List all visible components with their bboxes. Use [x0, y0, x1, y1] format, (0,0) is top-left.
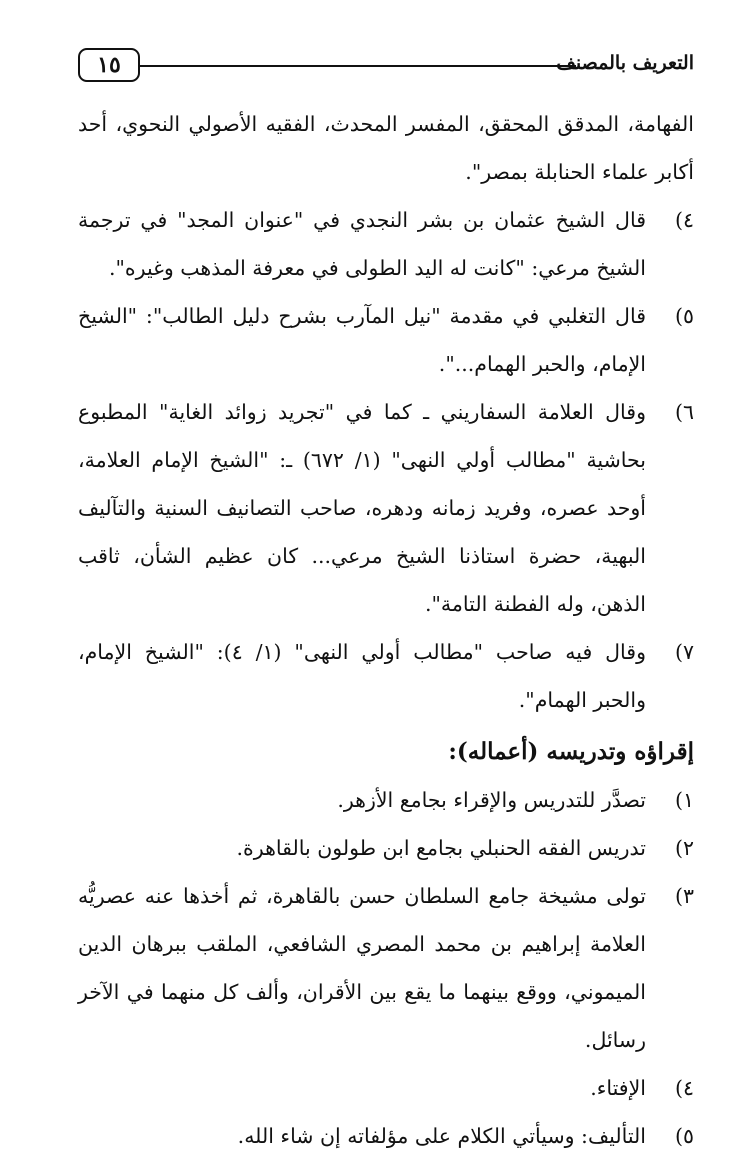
running-title: التعريف بالمصنف [556, 52, 694, 74]
item-text: قال الشيخ عثمان بن بشر النجدي في "عنوان المجد" في ترجمة الشيخ مرعي: "كانت له اليد الطولى في معرفة المذهب وغيره". [78, 208, 646, 280]
item-number: ٥) [674, 1124, 694, 1148]
list-item-quote-5 [78, 292, 694, 388]
intro-paragraph: الفهامة، المدقق المحقق، المفسر المحدث، الفقيه الأصولي النحوي، أحد أكابر علماء الحنابلة بمصر". [78, 112, 694, 184]
page-number: ١٥ [78, 48, 140, 82]
header-rule [140, 65, 576, 67]
item-number: ٥) [674, 304, 694, 328]
page-body [78, 100, 694, 1160]
item-text: وقال العلامة السفاريني ـ كما في "تجريد زوائد الغاية" المطبوع بحاشية "مطالب أولي النهى" (١/ ٦٧٢) ـ: "الشيخ الإمام العلامة، أوحد عصره، وفريد زمانه ودهره، صاحب التصانيف السنية والتآليف البهية، حضرة استاذنا الشيخ مرعي... كان عظيم الشأن، ثاقب الذهن، وله الفطنة التامة". [78, 400, 646, 616]
page-header [78, 48, 694, 86]
item-text: تولى مشيخة جامع السلطان حسن بالقاهرة، ثم أخذها عنه عصريُّه العلامة إبراهيم بن محمد المصري الشافعي، الملقب ببرهان الدين الميموني، ووقع بينهما ما يقع بين الأقران، وألف كل منهما في الآخر رسائل. [78, 884, 646, 1052]
section-heading: إقراؤه وتدريسه (أعماله): [448, 738, 694, 765]
item-text: تصدَّر للتدريس والإقراء بجامع الأزهر. [337, 788, 646, 812]
item-number: ٦) [674, 400, 694, 424]
item-number: ٤) [674, 208, 694, 232]
item-number: ٧) [674, 640, 694, 664]
list-item-work-5 [78, 1112, 694, 1160]
item-number: ٣) [674, 884, 694, 908]
list-item-work-2 [78, 824, 694, 872]
item-text: قال التغلبي في مقدمة "نيل المآرب بشرح دليل الطالب": "الشيخ الإمام، والحبر الهمام...". [78, 304, 646, 376]
item-number: ٤) [674, 1076, 694, 1100]
list-item-work-4 [78, 1064, 694, 1112]
list-item-quote-4 [78, 196, 694, 292]
item-text: تدريس الفقه الحنبلي بجامع ابن طولون بالقاهرة. [236, 836, 646, 860]
list-item-work-3 [78, 872, 694, 1064]
item-text: التأليف: وسيأتي الكلام على مؤلفاته إن شاء الله. [237, 1124, 646, 1148]
list-item-work-1 [78, 776, 694, 824]
item-number: ١) [674, 788, 694, 812]
list-item-quote-6 [78, 388, 694, 628]
list-item-quote-7 [78, 628, 694, 724]
item-number: ٢) [674, 836, 694, 860]
item-text: الإفتاء. [590, 1076, 646, 1100]
item-text: وقال فيه صاحب "مطالب أولي النهى" (١/ ٤): "الشيخ الإمام، والحبر الهمام". [78, 640, 646, 712]
